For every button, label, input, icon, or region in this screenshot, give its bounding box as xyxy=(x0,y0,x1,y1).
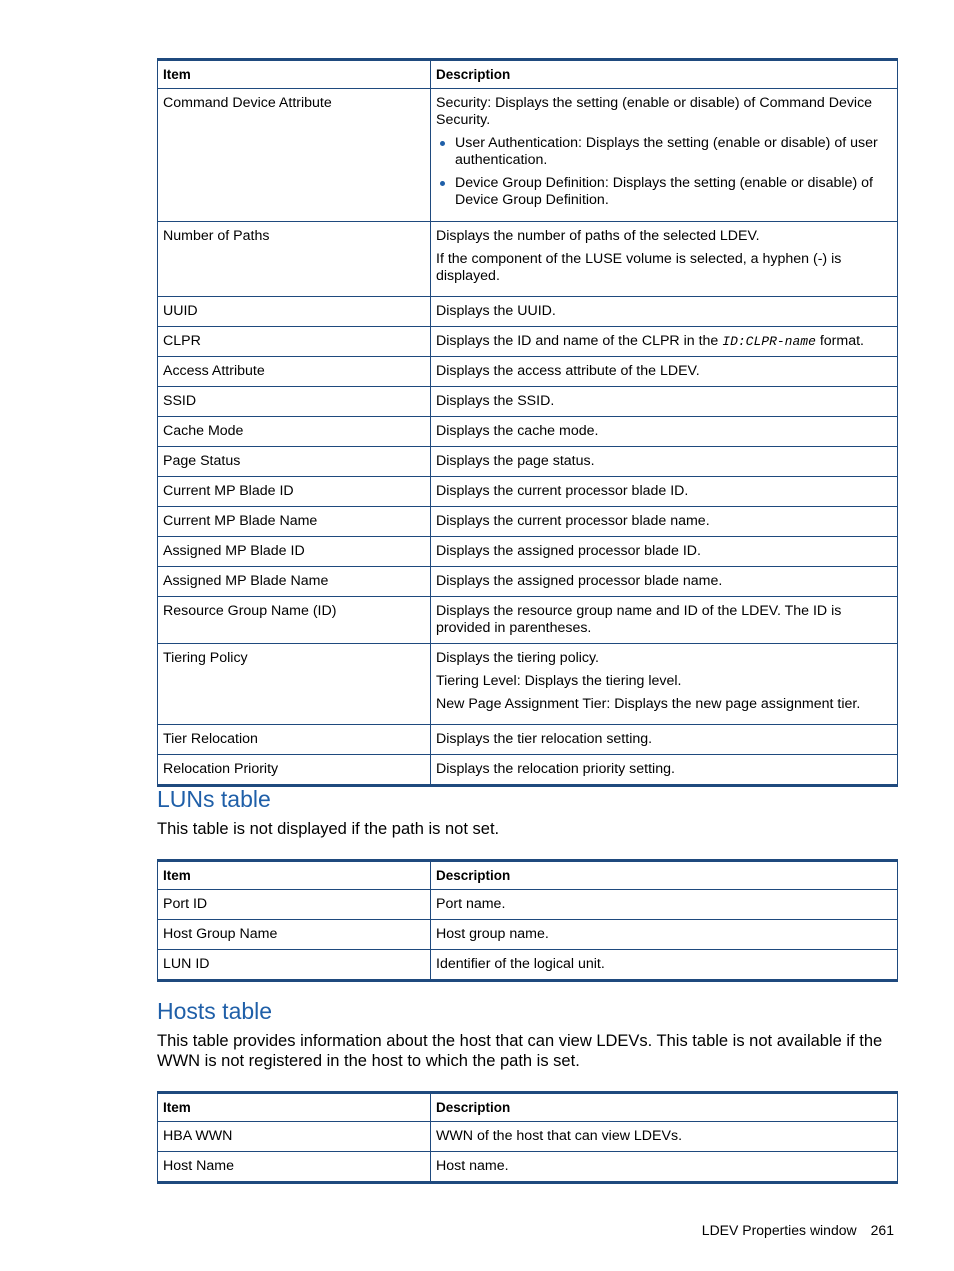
description-cell: Displays the relocation priority setting. xyxy=(431,755,898,786)
item-cell: Relocation Priority xyxy=(158,755,431,786)
item-cell: Current MP Blade Name xyxy=(158,507,431,537)
table-row xyxy=(158,89,898,222)
table-row xyxy=(158,447,898,477)
item-cell: Number of Paths xyxy=(158,222,431,297)
item-cell: Access Attribute xyxy=(158,357,431,387)
luns-table-intro: This table is not displayed if the path is not set. xyxy=(157,820,500,838)
table-row xyxy=(158,222,898,297)
table-row xyxy=(158,644,898,725)
table-row xyxy=(158,725,898,755)
description-cell: Displays the tier relocation setting. xyxy=(431,725,898,755)
description-text: If the component of the LUSE volume is selected, a hyphen (-) is displayed. xyxy=(436,251,842,284)
hosts-table-intro: This table provides information about the host that can view LDEVs. This table is not available if the WWN is not registered in the host to which the path is set. xyxy=(157,1032,883,1070)
description-cell: Host name. xyxy=(431,1152,898,1183)
table-row xyxy=(158,890,898,920)
hosts-table xyxy=(157,1091,898,1184)
item-cell: UUID xyxy=(158,297,431,327)
description-cell: Displays the SSID. xyxy=(431,387,898,417)
description-cell xyxy=(431,89,898,222)
table-row xyxy=(158,357,898,387)
column-header-description: Description xyxy=(431,60,898,89)
description-cell xyxy=(431,644,898,725)
table-row xyxy=(158,327,898,357)
list-item: User Authentication: Displays the setting (enable or disable) of user authentication. xyxy=(455,135,892,169)
item-cell: Resource Group Name (ID) xyxy=(158,597,431,644)
description-text: Tiering Level: Displays the tiering level. xyxy=(436,673,682,689)
table-row xyxy=(158,507,898,537)
item-cell: Command Device Attribute xyxy=(158,89,431,222)
luns-table-heading: LUNs table xyxy=(157,786,271,812)
table-row xyxy=(158,297,898,327)
table-row xyxy=(158,387,898,417)
table-row xyxy=(158,477,898,507)
item-cell: Tiering Policy xyxy=(158,644,431,725)
table-row xyxy=(158,950,898,981)
description-cell: Displays the current processor blade ID. xyxy=(431,477,898,507)
table-row xyxy=(158,920,898,950)
item-cell: Port ID xyxy=(158,890,431,920)
item-cell: Tier Relocation xyxy=(158,725,431,755)
description-cell: Displays the page status. xyxy=(431,447,898,477)
column-header-description: Description xyxy=(431,1093,898,1122)
item-cell: SSID xyxy=(158,387,431,417)
luns-table xyxy=(157,859,898,982)
description-cell: Port name. xyxy=(431,890,898,920)
description-cell: Displays the assigned processor blade name. xyxy=(431,567,898,597)
item-cell: Assigned MP Blade Name xyxy=(158,567,431,597)
table-row xyxy=(158,755,898,786)
column-header-item: Item xyxy=(158,1093,431,1122)
description-text: Security: Displays the setting (enable or disable) of Command Device Security. xyxy=(436,95,873,128)
description-cell: Displays the assigned processor blade ID. xyxy=(431,537,898,567)
code-text: ID:CLPR-name xyxy=(722,334,816,349)
item-cell: Host Group Name xyxy=(158,920,431,950)
description-cell: Displays the cache mode. xyxy=(431,417,898,447)
page-number: 261 xyxy=(870,1222,894,1238)
item-cell: CLPR xyxy=(158,327,431,357)
table-row xyxy=(158,417,898,447)
description-cell: Displays the resource group name and ID of the LDEV. The ID is provided in parentheses. xyxy=(431,597,898,644)
item-cell: HBA WWN xyxy=(158,1122,431,1152)
list-item: Device Group Definition: Displays the setting (enable or disable) of Device Group Definition. xyxy=(455,175,892,209)
description-cell: WWN of the host that can view LDEVs. xyxy=(431,1122,898,1152)
table-row xyxy=(158,1122,898,1152)
ldev-properties-table xyxy=(157,58,898,787)
item-cell: Host Name xyxy=(158,1152,431,1183)
description-cell xyxy=(431,222,898,297)
item-cell: LUN ID xyxy=(158,950,431,981)
hosts-table-heading: Hosts table xyxy=(157,998,273,1024)
table-row xyxy=(158,597,898,644)
description-text: Displays the number of paths of the selected LDEV. xyxy=(436,228,760,244)
description-text: format. xyxy=(815,333,864,349)
description-cell: Displays the UUID. xyxy=(431,297,898,327)
item-cell: Page Status xyxy=(158,447,431,477)
item-cell: Current MP Blade ID xyxy=(158,477,431,507)
table-row xyxy=(158,567,898,597)
description-text: New Page Assignment Tier: Displays the new page assignment tier. xyxy=(436,696,861,712)
bullet-list xyxy=(436,135,892,209)
description-text: Displays the ID and name of the CLPR in the xyxy=(436,333,723,349)
column-header-item: Item xyxy=(158,861,431,890)
table-row xyxy=(158,1152,898,1183)
description-cell: Identifier of the logical unit. xyxy=(431,950,898,981)
description-cell: Displays the current processor blade name. xyxy=(431,507,898,537)
description-text: Displays the tiering policy. xyxy=(436,650,599,666)
page-footer xyxy=(702,1222,894,1238)
description-cell: Host group name. xyxy=(431,920,898,950)
description-cell xyxy=(431,327,898,357)
column-header-description: Description xyxy=(431,861,898,890)
column-header-item: Item xyxy=(158,60,431,89)
footer-section-title: LDEV Properties window xyxy=(701,1222,857,1238)
table-row xyxy=(158,537,898,567)
item-cell: Assigned MP Blade ID xyxy=(158,537,431,567)
description-cell: Displays the access attribute of the LDEV. xyxy=(431,357,898,387)
item-cell: Cache Mode xyxy=(158,417,431,447)
